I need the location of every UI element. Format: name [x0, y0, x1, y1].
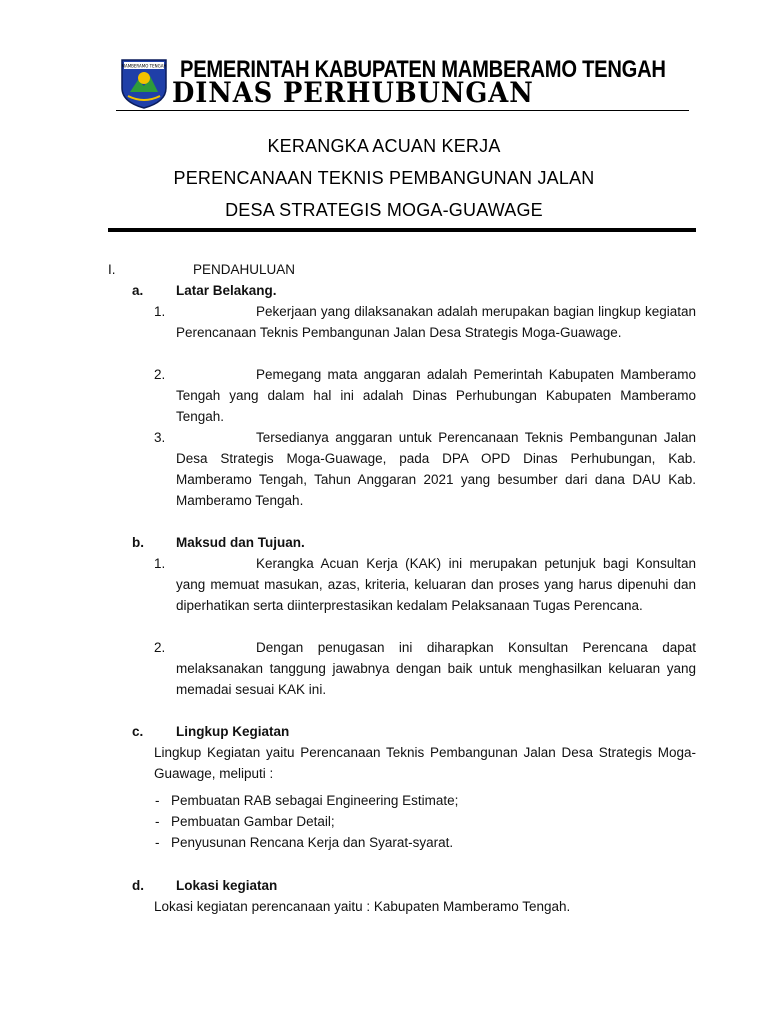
bullet-text: Pembuatan RAB sebagai Engineering Estimate;: [171, 793, 459, 808]
document-subtitle-1: PERENCANAAN TEKNIS PEMBANGUNAN JALAN: [173, 168, 595, 188]
list-number: 2.: [154, 367, 166, 382]
subsection-heading-c: Lingkup Kegiatan: [176, 724, 290, 739]
subsection-letter-c: c.: [132, 724, 144, 739]
subsection-letter-a: a.: [132, 283, 144, 298]
subsection-heading-b: Maksud dan Tujuan.: [176, 535, 305, 550]
letterhead-department: DINAS PERHUBUNGAN: [172, 76, 534, 109]
section-heading: PENDAHULUAN: [193, 262, 296, 277]
subsection-heading-a: Latar Belakang.: [176, 283, 277, 298]
list-number: 2.: [154, 640, 166, 655]
location-text: Lokasi kegiatan perencanaan yaitu : Kabupaten Mamberamo Tengah.: [154, 899, 571, 914]
subsection-heading-d: Lokasi kegiatan: [176, 878, 278, 893]
regency-logo: [120, 58, 168, 110]
list-number: 1.: [154, 556, 166, 571]
title-divider: [108, 228, 696, 232]
bullet-text: Pembuatan Gambar Detail;: [171, 814, 335, 829]
list-item-text: Pekerjaan yang dilaksanakan adalah merupakan bagian lingkup kegiatan Perencanaan Teknis Pembangunan Jalan Desa Strategis Moga-Guawage.: [176, 304, 696, 340]
list-number: 3.: [154, 430, 166, 445]
section-number: I.: [108, 262, 116, 277]
list-item-text: Kerangka Acuan Kerja (KAK) ini merupakan petunjuk bagi Konsultan yang memuat masukan, azas, kriteria, keluaran dan proses yang harus dipenuhi dan diperhatikan serta diinterprestasikan kedalam Pelaksanaan Tugas Perencana.: [176, 556, 696, 613]
svg-text:MAMBERAMO TENGAH: MAMBERAMO TENGAH: [121, 63, 167, 69]
bullet-dash: -: [155, 793, 160, 808]
bullet-dash: -: [155, 814, 160, 829]
letterhead-government: PEMERINTAH KABUPATEN MAMBERAMO TENGAH: [180, 56, 666, 83]
document-title: KERANGKA ACUAN KERJA: [267, 136, 501, 156]
subsection-letter-d: d.: [132, 878, 144, 893]
list-number: 1.: [154, 304, 166, 319]
bullet-text: Penyusunan Rencana Kerja dan Syarat-syarat.: [171, 835, 454, 850]
list-item-text: Pemegang mata anggaran adalah Pemerintah Kabupaten Mamberamo Tengah yang dalam hal ini adalah Dinas Perhubungan Kabupaten Mamberamo Tengah.: [176, 367, 696, 424]
list-item-text: Dengan penugasan ini diharapkan Konsultan Perencana dapat melaksanakan tanggung jawabnya dengan baik untuk menghasilkan keluaran yang memadai sesuai KAK ini.: [176, 640, 696, 697]
scope-intro: Lingkup Kegiatan yaitu Perencanaan Teknis Pembangunan Jalan Desa Strategis Moga-Guawage, meliputi :: [154, 745, 696, 781]
list-item-text: Tersedianya anggaran untuk Perencanaan Teknis Pembangunan Jalan Desa Strategis Moga-Guawage, pada DPA OPD Dinas Perhubungan, Kab. Mamberamo Tengah, Tahun Anggaran 2021 yang besumber dari dana DAU Kab. Mamberamo Tengah.: [176, 430, 696, 508]
document-subtitle-2: DESA STRATEGIS MOGA-GUAWAGE: [225, 200, 543, 220]
letterhead-divider: [116, 110, 689, 111]
subsection-letter-b: b.: [132, 535, 144, 550]
bullet-dash: -: [155, 835, 160, 850]
